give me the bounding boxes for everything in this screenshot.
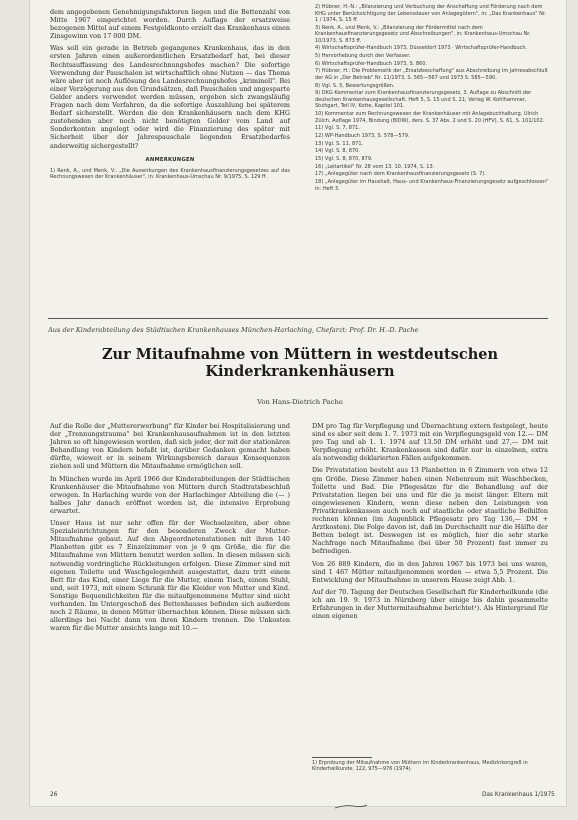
note-item: 12) WP-Handbuch 1973, S. 578—579. (315, 132, 410, 139)
footnote-divider (312, 757, 372, 758)
article-title (60, 346, 540, 380)
paragraph: DM pro Tag für Verpflegung und Übernachtung extern festgelegt, heute sind es aber seit dem 1. 7. 1973 mit ein Verpflegungsgeld von 12.— DM pro Tag und ab 1. 1. 1974 auf 13.50 DM erhöht und 27,— DM mit Verpflegung erhöht. Krankenkassen sind dafür nur in einzelnen, extra als notwendig deklarierten Fällen aufgekommen. (312, 422, 548, 463)
paragraph: Auf die Rolle der „Muttererwerbung" für Kinder bei Hospitalisierung und der „Trennungstrauma" bei Krankenhausaufnahmen ist in den letzten Jahren so oft hingewiesen worden, daß sich jeder, der mit der stationären Behandlung von Kindern befaßt ist, darüber Gedanken gemacht haben dürfte, wieweit er in seinem Wirkungsbereich daraus Konsequenzen ziehen soll und Müttern die Mitaufnahme ermöglichen soll. (50, 422, 290, 471)
journal-reference: Das Krankenhaus 1/1975 (482, 792, 555, 798)
note-item: 3) Renk, A., und Menk, V.: „Bilanzierung der Fördermittel nach dem Krankenhausfinanzierungsgesetz und Abschreibungen", in: Krankenhaus-Umschau Nr. 10/1973, S. 873 ff. (315, 24, 531, 44)
note-item: 6) Wirtschaftsprüfer-Handbuch 1973, S. 860. (315, 60, 427, 67)
note-item: 11) Vgl. S. 7, 871. (315, 125, 360, 132)
note-item: 17) „Anlagegüter nach dem Krankenhausfinanzierungsgesetz (S. 7). (315, 171, 486, 178)
paragraph: Die Privatstation besteht aus 13 Planbetten in 6 Zimmern von etwa 12 qm Größe. Diese Zimmer haben einen Nebenraum mit Waschbecken, Toilette und Bad. Die Pflegesätze für die Behandlung auf der Privatstation liegen bei uns und für die ja meist länger. Eltern mit eingewiesenen Kindern, wenn diese neben den Leistungen von Privatkrankenkassen auch noch auf staatliche oder staatliche Beihilfen rechnen können (im Augenblick Pflegesatz pro Tag 136,— DM + Arztkosten). Die Folge davon ist, daß im Durchschnitt nur die Hälfte der Betten belegt ist. Deswegen ist es möglich, hier die sehr starke Nachfrage nach Mitaufnahme (bei über 50 Prozent) fast immer zu befriedigen. (312, 466, 548, 556)
paragraph: Unser Haus ist nur sehr offen für der Wechselzeiten, aber ohne Spezialeinrichtungen für den besonderen Zweck der Mutter-Mitaufnahme gebaut. Auf den Abgeordnetenstationen mit ihren 140 Planbetten gibt es 7 Einzelzimmer von je 9 qm Größe, die für die Mitaufnahme von Müttern benutzt werden sollen. In diesen müssen sich notwendig vordringliche Rückleitungen erfolgen. Diese Zimmer sind mit eigenen Toilette und Waschgelegenheit ausgestattet, dazu tritt einem Bett für das Kind, einer Liege für die Mutter, einem Tisch, einem Stuhl, und, seit 1973, mit einem Schrank für die Kleider von Mutter und Kind. Sonstige Bequemlichkeiten für die mitaufgenommene Mutter sind nicht vorhanden. Im Untergeschoß des Bettenhauses befinden sich außerdem noch 2 Räume, in denen Mütter übernachten können. Diese müssen sich allerdings bei Nacht dann von ihren Kindern trennen. Die Unkosten waren für die Mutter ansichts lange mit 10.— (50, 519, 290, 633)
notes-column (315, 4, 550, 193)
note-item: 5) Hervorhebung durch den Verfasser. (315, 53, 411, 60)
footnote: 1) Renk, A., und Menk, V.: „Die Auswirkungen des Krankenhausfinanzierungsgesetzes auf das Rechnungswesen der Krankenhäuser", in: Krankenhaus-Umschau Nr. 9/1975, S. 129 ff. (50, 167, 290, 181)
paragraph: In München wurde im April 1966 der Kinderabteilungen der Städtischen Krankenhäuser die Mitaufnahme von Müttern durch Stadtratsbeschluß erwogen. In Harlaching wurde von der Harlachinger Abteilung die (— ) halbes Jahr danach eröffnet worden ist, die intensive Erprobung erwartet. (50, 474, 290, 515)
note-item: 2) Hübner, H.-N.: „Bilanzierung und Verbuchung der Anschaffung und Förderung nach dem KHG unter Berücksichtigung der Lebensdauer von Anlagegütern", in: „Das Krankenhaus" Nr. 1 / 1974, S. 15 ff. (315, 4, 547, 23)
article-title-line2: Kinderkrankenhäusern (205, 363, 395, 380)
section-divider (48, 318, 548, 319)
note-item: 4) Wirtschaftsprüfer-Handbuch 1973, Düsseldorf 1973 · Wirtschaftsprüfer-Handbuch. (315, 45, 528, 52)
note-item: 16) „Leitartikel" Nr. 28 vom 13. 10. 1974, S. 13. (315, 163, 435, 170)
article-footnote: 1) Erprobung der Mitaufnahme von Müttern im Kinderkrankenhaus, Medizinkongreß in Kinderheilkunde, 122, 975—976 (1974). (312, 760, 528, 773)
article-author: Von Hans-Dietrich Pache (257, 398, 343, 406)
paragraph: Von 26 889 Kindern, die in den Jahren 1967 bis 1973 bei uns waren, sind 1 467 Mütter mitaufgenommen worden — etwa 5,5 Prozent. Die Entwicklung der Mitaufnahme in unserem Hause zeigt Abb. 1. (312, 559, 548, 584)
paragraph: Was soll ein gerade in Betrieb gegangenes Krankenhaus, das in den ersten Jahren einen außerordentlichen Ersatzbedarf hat, bei dieser Rechtsauffassung des Landesrechnungshofes machen? Die sofortige Verwendung der Pauschalen ist wirtschaftlich ohne Nutzen — das Thema wäre aber ist noch Auflösung des Landesrechnungshofes „kriminell". Bei einer Verzögerung aus den Grundsätzen, daß Pauschalen und angesparte Gelder anders verwendet werden müssen, ergeben sich zwangsläufig Fragen nach dem Verfahren, da die sofortige Auszahlung bei späterem Bedarf sicherstellt. Werden die den Krankenhäusern nach dem KHG zustehenden aber noch nicht benötigten Gelder vom Land auf Sonderkonten angelegt oder wird die Finanzierung des später mit Sicherheit über der Jahrespauschale liegenden Ersatzbedarfes anderweitig sichergestellt? (50, 44, 290, 150)
note-item: 8) Vgl. S. 5, Bewertungsgrößen. (315, 82, 395, 89)
document-page (30, 0, 566, 806)
paragraph: dem angegebenen Genehmigungsfaktoren liegen und die Bettenzahl von Mitte 1967 eingerichtet worden. Durch Auflage der ersatzweise bezogenen Mittel auf einem Festgeldkonto erzielt das Krankenhaus einen Zinsgewinn von 17 000 DM. (50, 8, 290, 41)
note-item: 9) DKG Kommentar zum Krankenhausfinanzierungsgesetz, 3. Auflage zu Abschnitt der deutschen Krankenhausgesellschaft, Heft 5, S. 15 und S. 21; Verlag W. Kohlhammer, Stuttgart, Teil IV, Kotte, Kapitel 101. (315, 90, 532, 110)
note-item: 15) Vgl. S. 8, 870, 879. (315, 155, 373, 162)
body-right-column (312, 422, 548, 624)
note-item: 18) „Anlagegüter im Haushalt, Haus- und Krankenhaus-Finanzierungsgesetz aufgeschlossen" in: Heft 3. (315, 179, 549, 192)
body-left-column (50, 422, 290, 636)
note-item: 13) Vgl. S. 11, 871. (315, 140, 364, 147)
note-item: 7) Hübner, H.: Die Problematik der „Ersatzbeschaffung" aus Abschreibung im Jahresabschluß der AG in „Der Betrieb" Nr. 11/1973, S. 565—567 und 1973 S. 585—590. (315, 68, 548, 81)
note-item: 10) Kommentar zum Rechnungswesen der Krankenhäuser mit Anlagebuchhaltung, Ulrich Zülch, Auflage 1974, Bindung (BIDW), ders. S. 37 Abs. 2 und S. 20 (HFV), S. 61, S. 101/102. (315, 111, 545, 124)
paragraph: Auf der 70. Tagung der Deutschen Gesellschaft für Kinderheilkunde (die ich am 19. 9. 1973 in Nürnberg über einige bis dahin gesammelte Erfahrungen in der Muttermitaufnahme berichtet¹). Als Hintergrund für einen eigenen (312, 587, 548, 621)
affiliation-line: Aus der Kinderabteilung des Städtischen Krankenhauses München-Harlaching, Chefarzt: Prof. Dr. H.-D. Pache (48, 326, 419, 334)
top-left-column (50, 8, 290, 181)
article-title-line1: Zur Mitaufnahme von Müttern in westdeutschen (101, 346, 499, 363)
pen-mark-icon (333, 800, 369, 810)
page-number: 26 (50, 792, 58, 798)
footnotes-heading: ANMERKUNGEN (145, 156, 195, 163)
note-item: 14) Vgl. S. 8, 870. (315, 148, 360, 155)
